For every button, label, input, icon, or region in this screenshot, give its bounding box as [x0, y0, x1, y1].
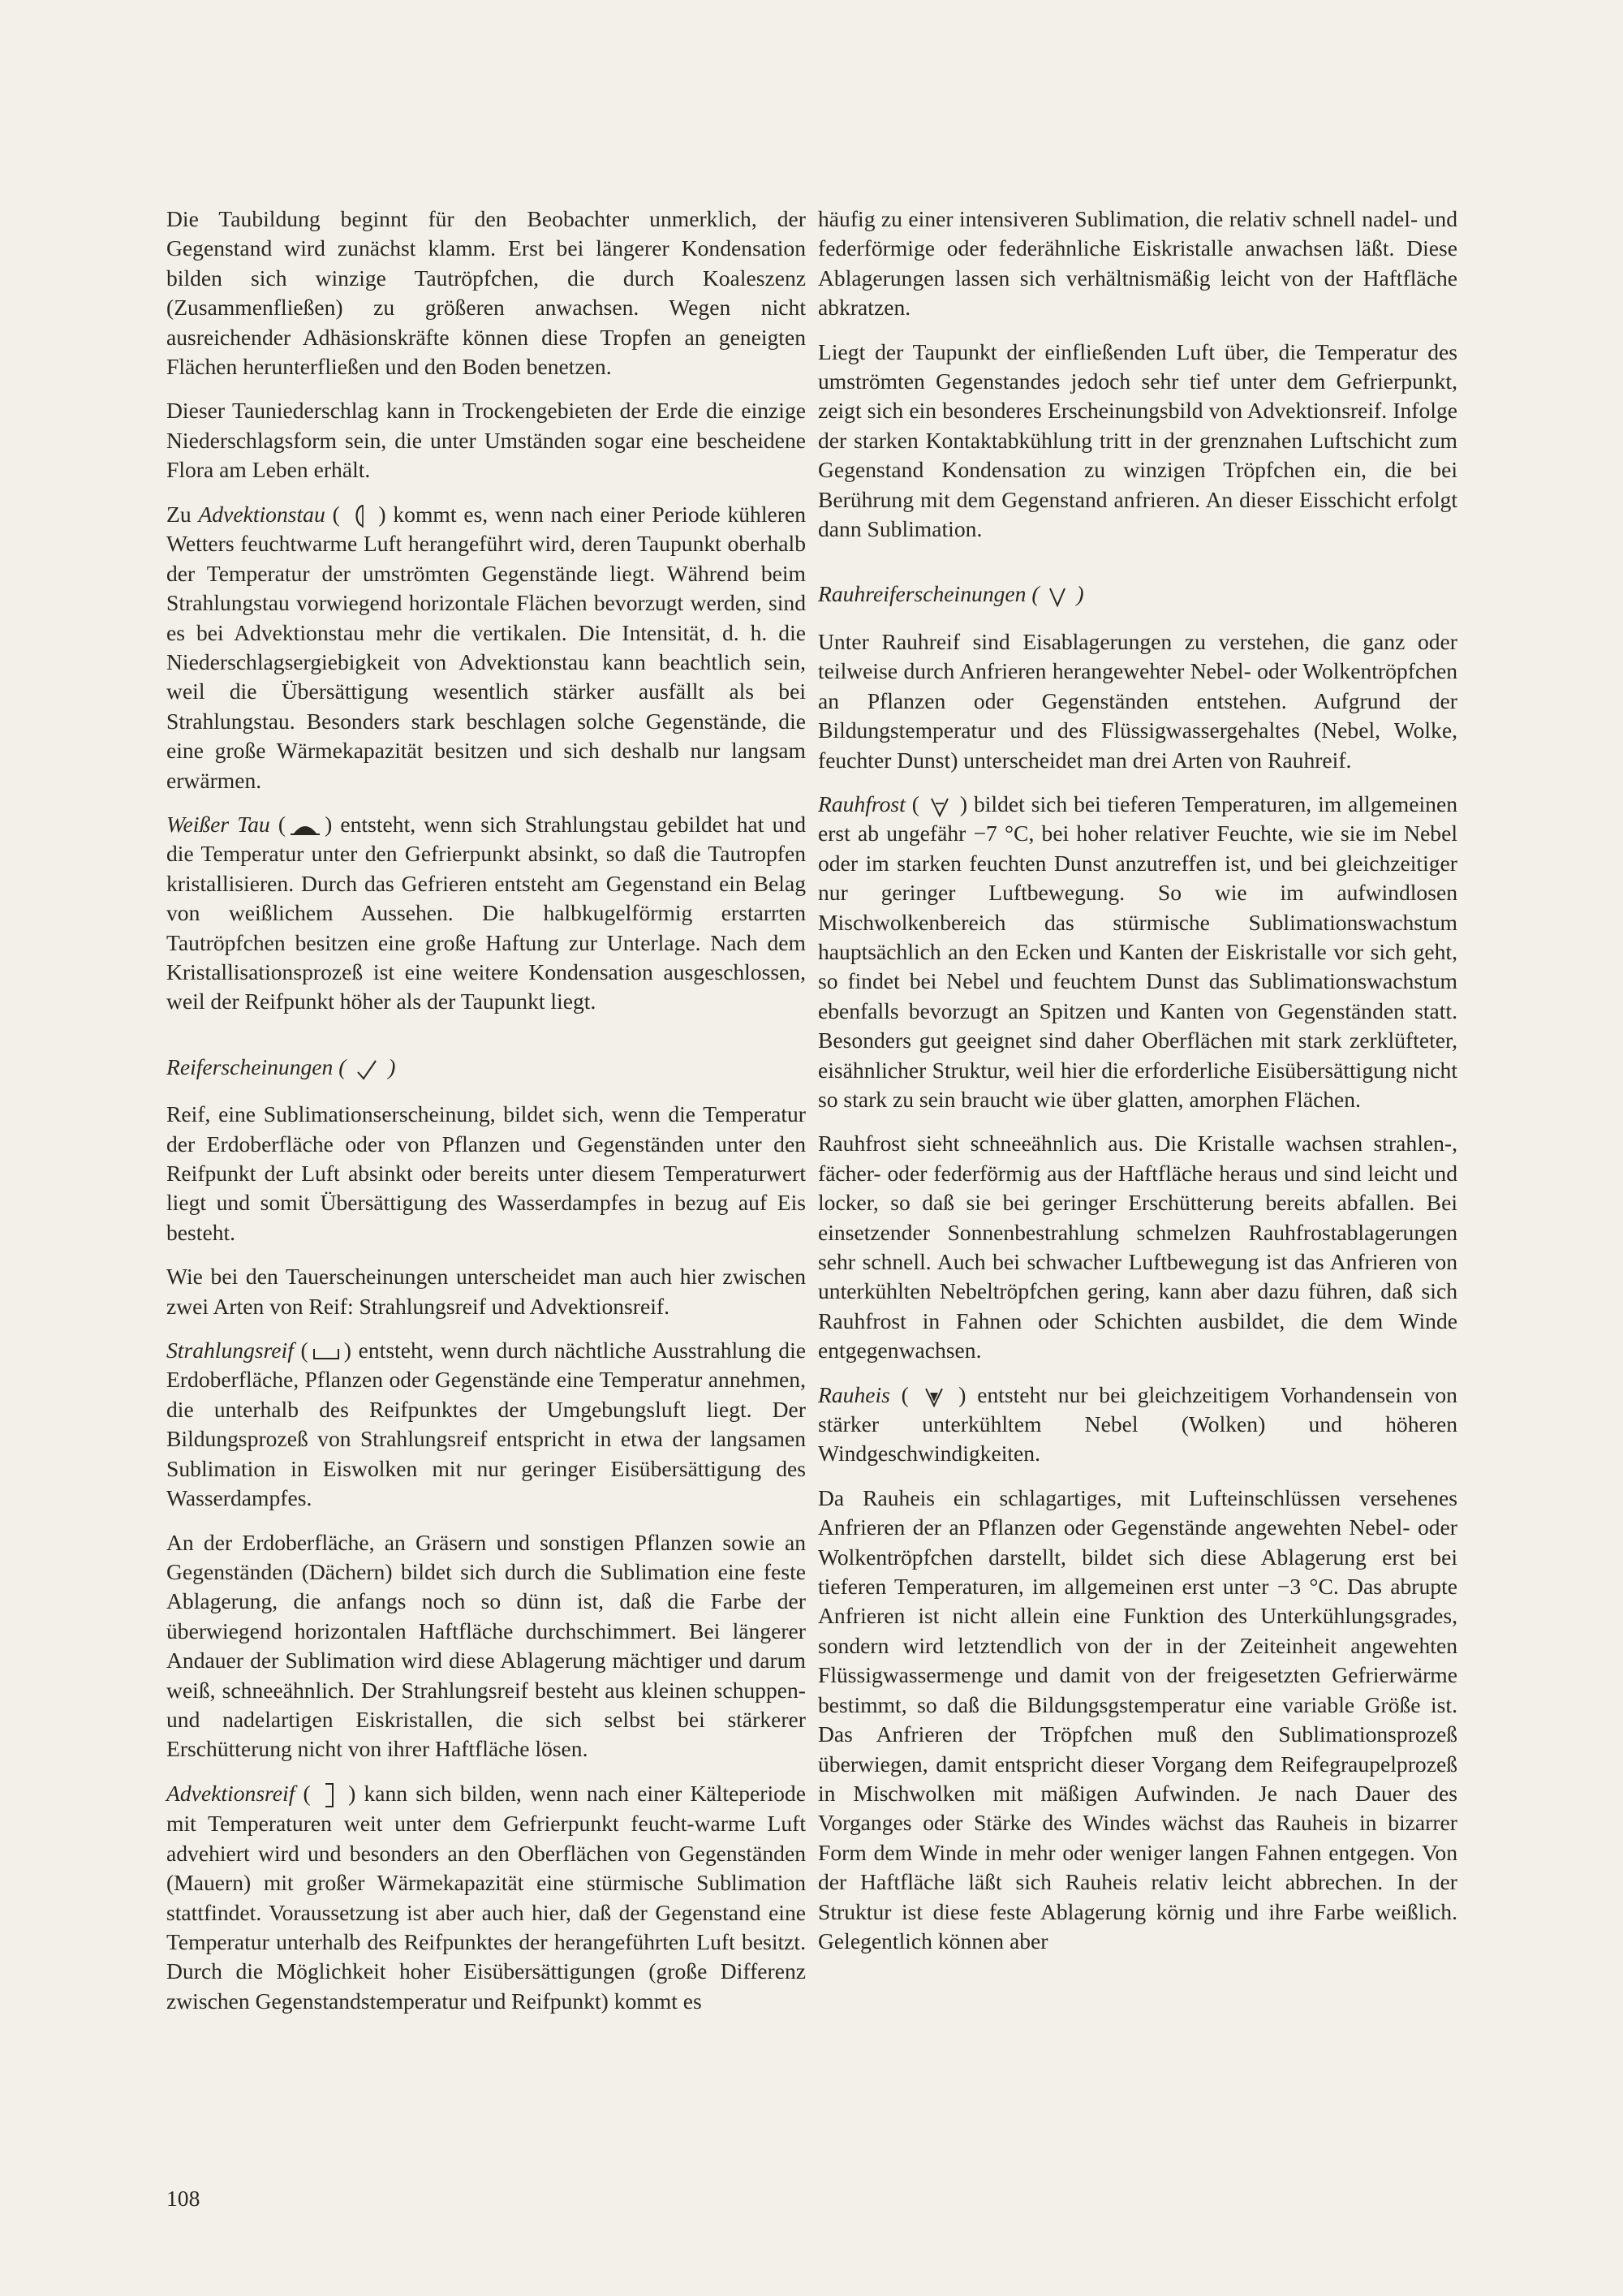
advection-frost-icon	[322, 1781, 337, 1809]
paren-open: (	[905, 790, 926, 816]
paragraph-text: kann sich bilden, wenn nach einer Kälteperiode mit Temperaturen weit unter dem Gefrierpunkt feucht-warme Luft advehiert wird und besonders an den Oberflächen von Gegenständen (Mauern) mit großer Wärmekapazität eine stürmische Sublimation stattfindet. Voraussetzung ist aber auch hier, daß der Gegenstand eine Temperatur unterhalb des Reifpunktes der herangeführten Luft besitzt. Durch die Möglichkeit hoher Eisübersättigungen (große Differenz zwischen Gegenstandstemperatur und Reifpunkt) kommt es	[166, 1780, 806, 2014]
term-rauhfrost: Rauhfrost	[818, 790, 906, 816]
paren-open: (	[325, 501, 347, 527]
paragraph-reif: Reif, eine Sublimationserscheinung, bildet sich, wenn die Temperatur der Erdoberfläche oder von Pflanzen und Gegenständen unter den Reifpunkt der Luft absinkt oder bereits unter diesem Temperaturwert liegt und somit Übersättigung des Wasserdampfes in bezug auf Eis besteht.	[166, 1101, 806, 1245]
paragraph-taubildung: Die Taubildung beginnt für den Beobachter unmerklich, der Gegenstand wird zunächst klamm. Erst bei längerer Kondensation bilden sich winzige Tautröpfchen, die durch Koaleszenz (Zusammenfließen) zu größeren anwachsen. Wegen nicht ausreichender Adhäsionskräfte können diese Tropfen an geneigten Flächen herunterfließen und den Boden benetzen.	[166, 206, 806, 380]
paragraph-text: kommt es, wenn nach einer Periode kühleren Wetters feuchtwarme Luft herangeführt wird, deren Taupunkt oberhalb der Temperatur der umströmten Gegenstände liegt. Während beim Strahlungstau vorwiegend horizontale Flächen bevorzugt werden, sind es bei Advektionstau mehr die vertikalen. Die Intensität, d. h. die Niederschlagsergiebigkeit von Advektionstau kann beachtlich sein, weil die Übersättigung wesentlich stärker ausfällt als bei Strahlungstau. Besonders stark beschlagen solche Gegenstände, die eine große Wärmekapazität besitzen und sich deshalb nur langsam erwärmen.	[166, 501, 806, 793]
paragraph-arten-reif: Wie bei den Tauerscheinungen unterscheidet man auch hier zwischen zwei Arten von Reif: Strahlungsreif und Advektionsreif.	[166, 1264, 806, 1319]
term-strahlungsreif: Strahlungsreif	[166, 1338, 294, 1363]
left-column	[166, 205, 806, 2031]
paren-open: (	[889, 1381, 920, 1407]
term-weisser-tau: Weißer Tau	[166, 811, 270, 837]
term-advektionstau: Advektionstau	[198, 501, 325, 527]
paragraph-rauheis-anfrieren: Da Rauheis ein schlagartiges, mit Lufteinschlüssen versehenes Anfrieren der an Pflanzen oder Gegenstände angewehten Nebel- oder Wolkentröpfchen darstellt, bildet sich diese Ablagerung erst bei tieferen Temperaturen, im allgemeinen erst unter −3 °C. Das abrupte Anfrieren ist nicht allein eine Funktion des Unterkühlungsgrades, sondern wird letztendlich von der in der Zeiteinheit angewehten Flüssigwassermenge und damit von der freigesetzten Gefrierwärme bestimmt, so daß die Bildungsgstemperatur eine variable Größe ist. Das Anfrieren der Tröpfchen muß den Sublimationsprozeß überwiegen, damit entspricht dieser Vorgang dem Reifegraupelprozeß in Mischwolken mit mäßigen Aufwinden. Je nach Dauer des Vorganges oder Stärke des Windes wächst das Rauheis in bizarrer Form dem Winde in mehr oder weniger langen Fahnen entgegen. Von der Haftfläche läßt sich Rauheis relativ leicht abbrechen. In der Struktur ist diese feste Ablagerung körnig und ihre Farbe weißlich. Gelegentlich können aber	[818, 1484, 1457, 1954]
paren-close: )	[325, 811, 341, 837]
paren-open: (	[293, 1338, 308, 1363]
paragraph-erdoberflaeche: An der Erdoberfläche, an Gräsern und sonstigen Pflanzen sowie an Gegenständen (Dächern) bildet sich durch die Sublimation eine feste Ablagerung, die anfangs noch so dünn ist, daß die Farbe der überwiegend horizontalen Haftfläche durchschimmert. Bei längerer Andauer der Sublimation wird diese Ablagerung mächtiger und darum weiß, schneeähnlich. Der Strahlungsreif besteht aus kleinen schuppen- und nadelartigen Eiskristallen, die sich selbst bei stärkerer Erschütterung nicht von ihrer Haftfläche lösen.	[166, 1529, 806, 1762]
paren-open: (	[1026, 581, 1045, 607]
heading-text: Rauhreiferscheinungen	[818, 581, 1027, 607]
heading-reiferscheinungen	[166, 1053, 806, 1082]
term-advektionsreif: Advektionsreif	[166, 1780, 295, 1806]
paragraph-rauhfrost-aussehen: Rauhfrost sieht schneeähnlich aus. Die Kristalle wachsen strahlen-, fächer- oder federförmig aus der Haftfläche heraus und sind leicht und locker, so daß sie bei geringer Erschütterung bereits abfallen. Bei einsetzender Sonnenbestrahlung schmelzen Rauhfrostablagerungen sehr schnell. Auch bei schwacher Luftbewegung ist das Anfrieren von unterkühlten Nebeltröpfchen gering, kann aber dazu führen, daß sich Rauhfrost in Fahnen oder Schichten ausbildet, die dem Winde entgegenwachsen.	[818, 1131, 1457, 1363]
paragraph-rauhfrost	[818, 790, 1457, 1114]
term-rauheis: Rauheis	[818, 1381, 890, 1407]
paragraph-text: entsteht nur bei gleichzeitigem Vorhandensein von stärker unterkühltem Nebel (Wolken) und höheren Windgeschwindigkeiten.	[818, 1381, 1457, 1467]
advection-dew-icon	[351, 503, 368, 529]
hard-rime-icon	[923, 1385, 945, 1408]
white-dew-icon	[289, 817, 321, 837]
paren-close: )	[1070, 581, 1084, 607]
paragraph-sublimation-continued: häufig zu einer intensiveren Sublimation, die relativ schnell nadel- und federförmige oder federähnliche Eiskristalle anwachsen läßt. Diese Ablagerungen lassen sich verhältnismäßig leicht von der Haftfläche abkratzen.	[818, 206, 1457, 321]
soft-rime-icon	[929, 795, 950, 818]
paren-close: )	[371, 501, 394, 527]
paragraph-rauheis	[818, 1381, 1457, 1469]
paren-open: (	[295, 1780, 319, 1806]
page-number: 108	[166, 2186, 200, 2211]
paren-close: )	[953, 790, 974, 816]
radiation-frost-icon	[312, 1344, 341, 1362]
heading-text: Reiferscheinungen	[166, 1053, 334, 1079]
paragraph-text: entsteht, wenn sich Strahlungstau gebildet hat und die Temperatur unter den Gefrierpunkt absinkt, so daß die Tautropfen kristallisieren. Durch das Gefrieren entsteht am Gegenstand ein Belag von weißlichem Aussehen. Die halbkugelförmig erstarrten Tautröpfchen besitzen eine große Haftung zur Unterlage. Nach dem Kristallisationsprozeß ist eine weitere Kondensation ausgeschlossen, weil der Reifpunkt höher als der Taupunkt liegt.	[166, 811, 806, 1014]
heading-rauhreiferscheinungen	[818, 579, 1457, 609]
paragraph-text: entsteht, wenn durch nächtliche Ausstrahlung die Erdoberfläche, Pflanzen oder Gegenstände eine Temperatur annehmen, die unterhalb des Reifpunktes der Umgebungsluft liegt. Der Bildungsprozeß von Strahlungsreif entspricht in etwa der langsamen Sublimation in Eiswolken mit nur geringer Eisübersättigung des Wasserdampfes.	[166, 1338, 806, 1511]
paren-close: )	[382, 1053, 396, 1079]
paragraph-strahlungsreif	[166, 1336, 806, 1513]
paren-close: )	[343, 1338, 359, 1363]
paren-close: )	[339, 1780, 364, 1806]
paren-open: (	[269, 811, 286, 837]
paragraph-tauniederschlag: Dieser Tauniederschlag kann in Trockengebieten der Erde die einzige Niederschlagsform sein, die unter Umständen sogar eine bescheidene Flora am Leben erhält.	[166, 398, 806, 483]
paragraph-weisser-tau	[166, 810, 806, 1017]
text-prefix: Zu	[166, 501, 199, 527]
paragraph-advektionsreif	[166, 1779, 806, 2017]
hoarfrost-icon	[355, 1058, 379, 1082]
paragraph-taupunkt: Liegt der Taupunkt der einfließenden Luft über, die Temperatur des umströmten Gegenstandes jedoch sehr tief unter dem Gefrierpunkt, zeigt sich ein besonderes Erscheinungsbild von Advektionsreif. Infolge der starken Kontaktabkühlung tritt in der grenznahen Luftschicht zum Gegenstand Kondensation zu winzigen Tröpfchen ein, die bei Berührung mit dem Gegenstand anfrieren. An dieser Eisschicht erfolgt dann Sublimation.	[818, 338, 1457, 542]
paragraph-text: bildet sich bei tieferen Temperaturen, im allgemeinen erst ab ungefähr −7 °C, bei hoher relativer Feuchte, wie sie im Nebel oder im starken feuchten Dunst anzutreffen ist, und bei gleichzeitiger nur geringer Luftbewegung. So wie im aufwindlosen Mischwolkenbereich das stürmische Sublimationswachstum hauptsächlich an den Ecken und Kanten der Eiskristalle vor sich geht, so findet bei Nebel und feuchtem Dunst das Sublimationswachstum ebenfalls bevorzugt an Spitzen und Kanten von Gegenständen statt. Besonders gut geeignet sind daher Oberflächen mit stark zerklüfteter, eisähnlicher Struktur, weil hier die erforderliche Eisübersättigung nicht so stark zu sein braucht wie über glatten, amorphen Flächen.	[818, 790, 1457, 1112]
paren-open: (	[333, 1053, 352, 1079]
rime-icon	[1048, 585, 1067, 608]
paragraph-advektionstau	[166, 500, 806, 795]
paren-close: )	[947, 1381, 978, 1407]
right-column	[818, 205, 1457, 1971]
paragraph-rauhreif: Unter Rauhreif sind Eisablagerungen zu verstehen, die ganz oder teilweise durch Anfrieren herangewehter Nebel- oder Wolkentröpfchen an Pflanzen oder Gegenständen entstehen. Aufgrund der Bildungstemperatur und des Flüssigwassergehaltes (Nebel, Wolke, feuchter Dunst) unterscheidet man drei Arten von Rauhreif.	[818, 628, 1457, 773]
